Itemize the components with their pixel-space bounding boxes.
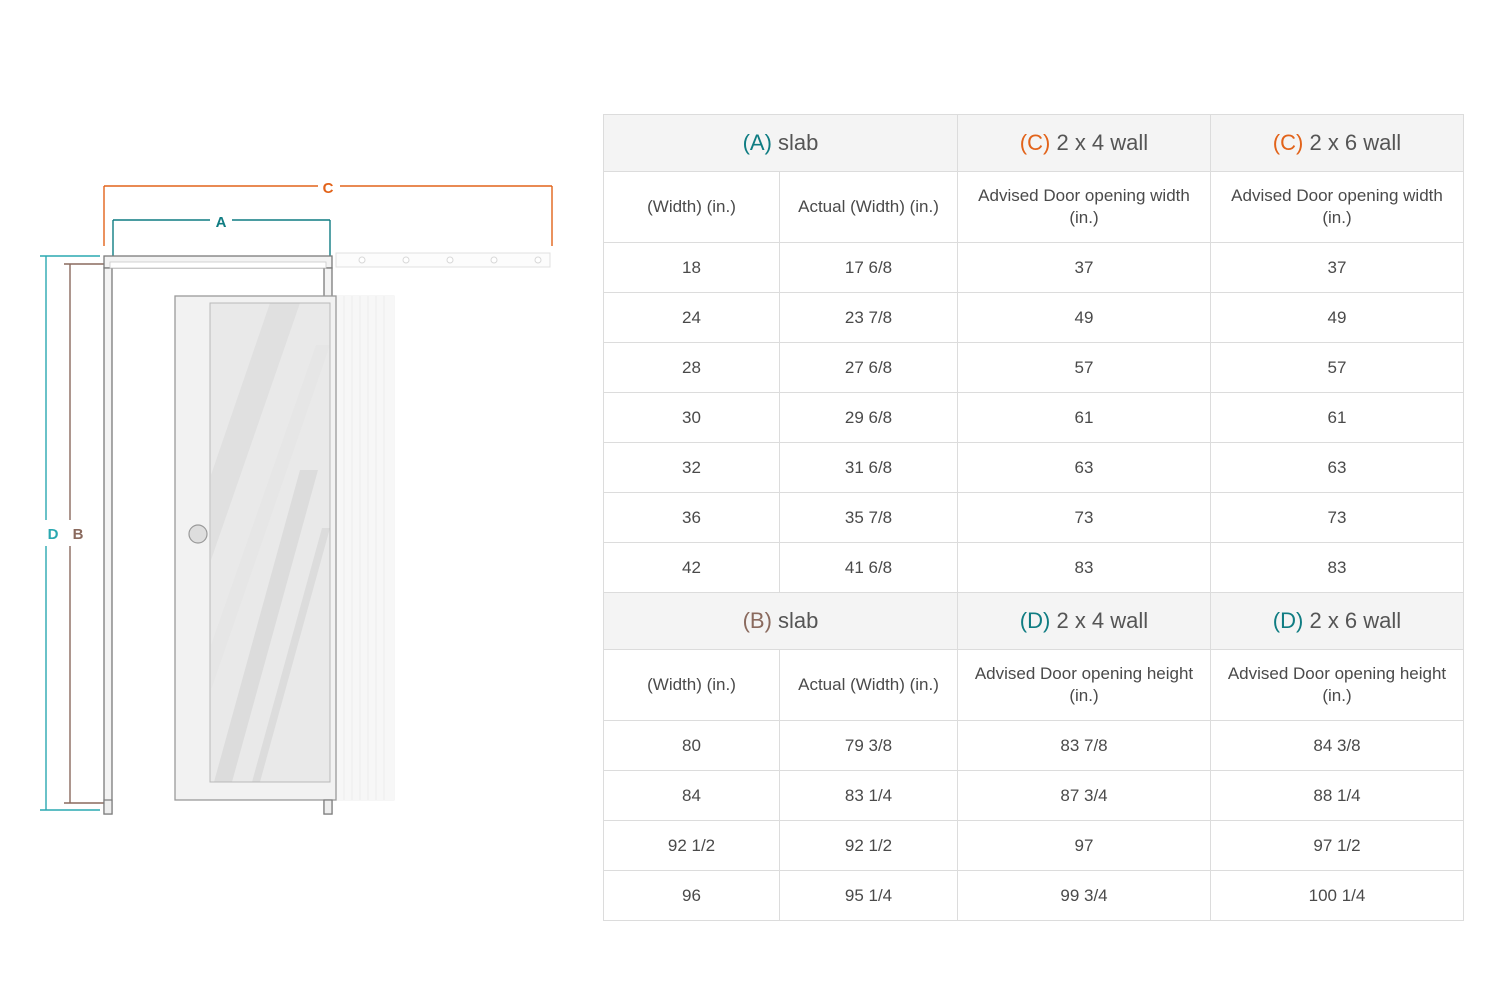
table-row bbox=[604, 393, 1464, 443]
table-row bbox=[604, 443, 1464, 493]
section-header-b-slab bbox=[604, 593, 958, 650]
cell-opening-h-2x6: 88 1/4 bbox=[1211, 771, 1464, 821]
cell-width: 42 bbox=[604, 543, 780, 593]
column-header-actual-width-2: Actual (Width) (in.) bbox=[780, 650, 958, 721]
letter-c-2x4: (C) bbox=[1019, 130, 1051, 155]
cell-width: 32 bbox=[604, 443, 780, 493]
column-header-width: (Width) (in.) bbox=[604, 172, 780, 243]
section-header-d-2x4 bbox=[958, 593, 1211, 650]
dimension-label-d: D bbox=[47, 526, 59, 543]
dimension-b bbox=[64, 264, 104, 803]
door-diagram-svg bbox=[0, 0, 600, 1000]
table-column-headers-height bbox=[604, 650, 1464, 721]
door-pull-icon bbox=[189, 525, 207, 543]
letter-d-2x6: (D) bbox=[1272, 608, 1304, 633]
table-row bbox=[604, 871, 1464, 921]
table-row bbox=[604, 343, 1464, 393]
dimension-label-c: C bbox=[322, 180, 334, 197]
cell-opening-2x6: 63 bbox=[1211, 443, 1464, 493]
section-b-label: slab bbox=[778, 608, 819, 633]
column-header-opening-height-2x4: Advised Door opening height (in.) bbox=[958, 650, 1211, 721]
cell-width: 36 bbox=[604, 493, 780, 543]
cell-actual-height: 83 1/4 bbox=[780, 771, 958, 821]
cell-width: 28 bbox=[604, 343, 780, 393]
cell-actual-width: 35 7/8 bbox=[780, 493, 958, 543]
section-header-c-2x4 bbox=[958, 115, 1211, 172]
column-header-width-2: (Width) (in.) bbox=[604, 650, 780, 721]
section-c-2x6-label: 2 x 6 wall bbox=[1309, 130, 1402, 155]
table-row bbox=[604, 721, 1464, 771]
cell-actual-height: 92 1/2 bbox=[780, 821, 958, 871]
table-row bbox=[604, 243, 1464, 293]
cell-width: 18 bbox=[604, 243, 780, 293]
width-spec-table bbox=[603, 114, 1464, 921]
pocket-cavity bbox=[336, 296, 394, 800]
cell-actual-width: 31 6/8 bbox=[780, 443, 958, 493]
column-header-opening-width-2x4: Advised Door opening width (in.) bbox=[958, 172, 1211, 243]
cell-actual-width: 29 6/8 bbox=[780, 393, 958, 443]
section-a-label: slab bbox=[778, 130, 819, 155]
cell-opening-2x6: 61 bbox=[1211, 393, 1464, 443]
cell-height: 84 bbox=[604, 771, 780, 821]
letter-a: (A) bbox=[742, 130, 772, 155]
table-row bbox=[604, 493, 1464, 543]
section-header-d-2x6 bbox=[1211, 593, 1464, 650]
cell-opening-2x6: 57 bbox=[1211, 343, 1464, 393]
cell-height: 80 bbox=[604, 721, 780, 771]
cell-actual-width: 23 7/8 bbox=[780, 293, 958, 343]
cell-opening-h-2x6: 100 1/4 bbox=[1211, 871, 1464, 921]
cell-opening-2x6: 83 bbox=[1211, 543, 1464, 593]
table-column-headers-width bbox=[604, 172, 1464, 243]
dimension-label-a: A bbox=[215, 214, 227, 231]
cell-actual-height: 79 3/8 bbox=[780, 721, 958, 771]
cell-height: 96 bbox=[604, 871, 780, 921]
table-row bbox=[604, 543, 1464, 593]
cell-actual-width: 27 6/8 bbox=[780, 343, 958, 393]
specification-tables bbox=[603, 114, 1463, 921]
cell-opening-2x4: 61 bbox=[958, 393, 1211, 443]
letter-d-2x4: (D) bbox=[1019, 608, 1051, 633]
cell-opening-2x6: 37 bbox=[1211, 243, 1464, 293]
table-section-header-width bbox=[604, 115, 1464, 172]
column-header-opening-height-2x6: Advised Door opening height (in.) bbox=[1211, 650, 1464, 721]
cell-opening-2x4: 83 bbox=[958, 543, 1211, 593]
cell-height: 92 1/2 bbox=[604, 821, 780, 871]
cell-opening-h-2x6: 97 1/2 bbox=[1211, 821, 1464, 871]
section-d-2x4-label: 2 x 4 wall bbox=[1056, 608, 1149, 633]
cell-actual-height: 95 1/4 bbox=[780, 871, 958, 921]
cell-opening-h-2x6: 84 3/8 bbox=[1211, 721, 1464, 771]
cell-opening-2x6: 49 bbox=[1211, 293, 1464, 343]
column-header-actual-width: Actual (Width) (in.) bbox=[780, 172, 958, 243]
cell-width: 30 bbox=[604, 393, 780, 443]
section-c-2x4-label: 2 x 4 wall bbox=[1056, 130, 1149, 155]
dimension-label-b: B bbox=[72, 526, 84, 543]
cell-actual-width: 17 6/8 bbox=[780, 243, 958, 293]
cell-actual-width: 41 6/8 bbox=[780, 543, 958, 593]
table-section-header-height bbox=[604, 593, 1464, 650]
table-row bbox=[604, 821, 1464, 871]
cell-opening-h-2x4: 97 bbox=[958, 821, 1211, 871]
pocket-door-diagram bbox=[0, 0, 600, 1000]
cell-opening-2x4: 63 bbox=[958, 443, 1211, 493]
cell-opening-2x4: 37 bbox=[958, 243, 1211, 293]
letter-b: (B) bbox=[742, 608, 772, 633]
cell-opening-2x6: 73 bbox=[1211, 493, 1464, 543]
cell-opening-2x4: 73 bbox=[958, 493, 1211, 543]
cell-opening-2x4: 49 bbox=[958, 293, 1211, 343]
header-track bbox=[336, 253, 550, 267]
cell-opening-h-2x4: 83 7/8 bbox=[958, 721, 1211, 771]
floor-line bbox=[104, 800, 332, 814]
section-header-a-slab bbox=[604, 115, 958, 172]
letter-c-2x6: (C) bbox=[1272, 130, 1304, 155]
door-slab bbox=[175, 296, 336, 800]
cell-opening-h-2x4: 99 3/4 bbox=[958, 871, 1211, 921]
section-d-2x6-label: 2 x 6 wall bbox=[1309, 608, 1402, 633]
column-header-opening-width-2x6: Advised Door opening width (in.) bbox=[1211, 172, 1464, 243]
cell-opening-h-2x4: 87 3/4 bbox=[958, 771, 1211, 821]
table-row bbox=[604, 771, 1464, 821]
section-header-c-2x6 bbox=[1211, 115, 1464, 172]
cell-width: 24 bbox=[604, 293, 780, 343]
table-row bbox=[604, 293, 1464, 343]
cell-opening-2x4: 57 bbox=[958, 343, 1211, 393]
